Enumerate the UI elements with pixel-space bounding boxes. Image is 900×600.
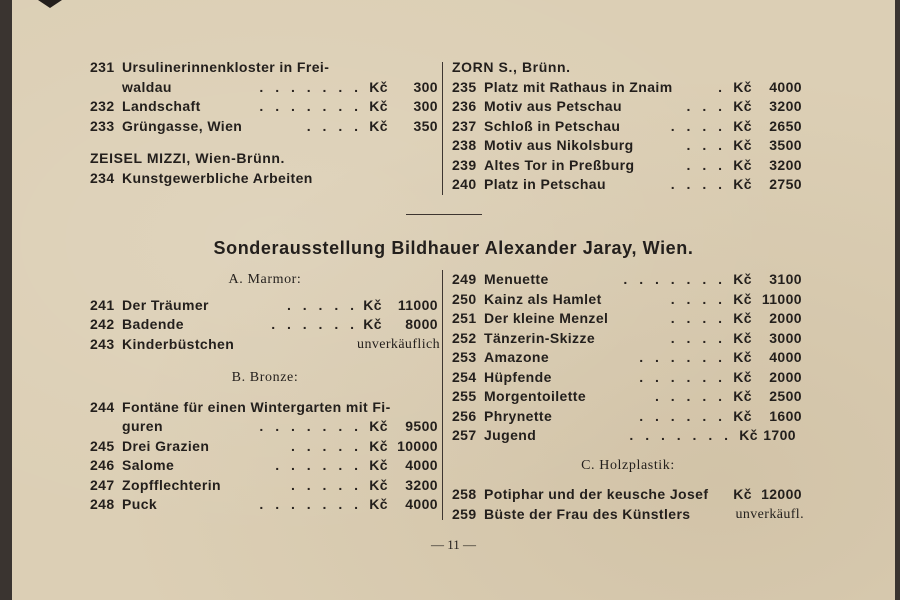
list-item: 239 Altes Tor in Preßburg . . . Kč 3200 <box>452 156 802 173</box>
unsold-note: unverkäufl. <box>735 506 804 522</box>
column-divider <box>442 62 443 195</box>
list-item: 243 Kinderbüstchen unverkäuflich <box>90 335 440 355</box>
subsection-wood: C. Holzplastik: <box>581 457 675 473</box>
top-right-column <box>452 58 804 195</box>
list-item: 257 Jugend . . . . . . . Kč 1700 <box>452 427 796 443</box>
list-item: 248 Puck . . . . . . . Kč 4000 <box>90 496 438 512</box>
list-item: 254 Hüpfende . . . . . . Kč 2000 <box>452 368 802 385</box>
page-number: — 11 — <box>430 537 477 552</box>
list-item: 256 Phrynette . . . . . . Kč 1600 <box>452 407 802 424</box>
catalog-page <box>12 0 895 600</box>
section-title: Sonderausstellung Bildhauer Alexander Jaray, Wien. <box>213 238 694 258</box>
list-item: 235 Platz mit Rathaus in Znaim . Kč 4000 <box>452 78 802 95</box>
list-item: 238 Motiv aus Nikolsburg . . . Kč 3500 <box>452 137 802 153</box>
list-item: 232 Landschaft . . . . . . . Kč 300 <box>90 98 438 114</box>
list-item: 236 Motiv aus Petschau . . . Kč 3200 <box>452 98 802 114</box>
list-item: 237 Schloß in Petschau . . . . Kč 2650 <box>452 117 802 134</box>
list-item: 247 Zopfflechterin . . . . . Kč 3200 <box>90 476 438 493</box>
list-item: 259 Büste der Frau des Künstlers unverkäufl. <box>452 505 804 525</box>
top-left-column <box>90 58 440 188</box>
list-item-continuation: waldau . . . . . . . Kč 300 <box>122 78 438 95</box>
list-item: 258 Potiphar und der keusche Josef Kč 12000 <box>452 486 802 502</box>
artist-heading: ZORN S., Brünn. <box>452 59 571 75</box>
list-item: 246 Salome . . . . . . Kč 4000 <box>90 457 438 473</box>
list-item: 240 Platz in Petschau . . . . Kč 2750 <box>452 176 802 192</box>
list-item: 252 Tänzerin-Skizze . . . . Kč 3000 <box>452 329 802 346</box>
list-item: 250 Kainz als Hamlet . . . . Kč 11000 <box>452 290 802 307</box>
bottom-left-column <box>90 270 440 515</box>
unsold-note: unverkäuflich <box>357 336 440 352</box>
bottom-right-column <box>452 270 804 524</box>
list-item: 241 Der Träumer . . . . . Kč 11000 <box>90 296 438 313</box>
list-item: 231 Ursulinerinnenkloster in Frei- <box>90 59 330 75</box>
list-item: 253 Amazone . . . . . . Kč 4000 <box>452 349 802 365</box>
list-item-continuation: guren . . . . . . . Kč 9500 <box>122 418 438 434</box>
artist-heading: ZEISEL MIZZI, Wien-Brünn. <box>90 150 286 166</box>
column-divider <box>442 270 443 520</box>
list-item: 255 Morgentoilette . . . . . Kč 2500 <box>452 388 802 404</box>
page-corner-mark <box>38 0 62 8</box>
section-divider <box>406 214 482 215</box>
list-item: 234 Kunstgewerbliche Arbeiten <box>90 169 313 186</box>
subsection-marble: A. Marmor: <box>228 272 302 287</box>
list-item: 249 Menuette . . . . . . . Kč 3100 <box>452 271 802 287</box>
list-item: 244 Fontäne für einen Wintergarten mit Fi- <box>90 398 391 415</box>
list-item: 242 Badende . . . . . . Kč 8000 <box>90 316 438 332</box>
list-item: 233 Grüngasse, Wien . . . . Kč 350 <box>90 117 438 134</box>
list-item: 251 Der kleine Menzel . . . . Kč 2000 <box>452 310 802 326</box>
subsection-bronze: B. Bronze: <box>231 370 299 385</box>
list-item: 245 Drei Grazien . . . . . Kč 10000 <box>90 437 438 454</box>
